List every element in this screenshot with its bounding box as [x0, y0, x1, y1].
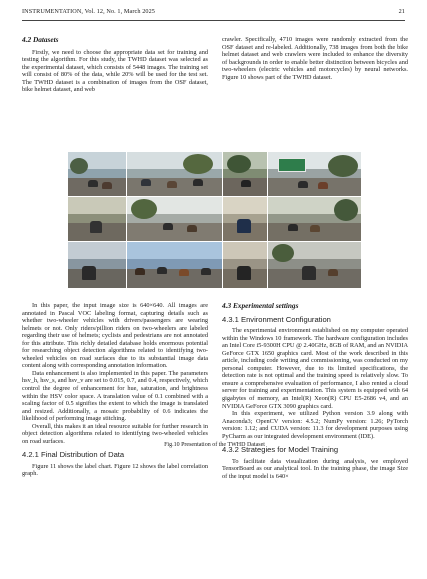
dataset-photo: [223, 152, 267, 196]
datasets-paragraph-continued: crawler. Specifically, 4710 images were randomly extracted from the OSF dataset and re-labeled. Additionally, 738 images from both the bike helmet dataset and web crawlers were included to enhance the diversity of backgrounds in order to enable better distinction between bicycles and two-wheelers (electric vehicles and motorcycles) by neural networks. Figure 10 shows part of the TWHD dataset.: [222, 36, 408, 81]
training-paragraph: To facilitate data visualization during analysis, we employed TensorBoard as our analytical tool. In the training phase, the image Size of the input model is 640×: [222, 457, 408, 480]
section-datasets-left: [22, 36, 208, 94]
distribution-paragraph: Figure 11 shows the label chart. Figure 12 shows the label correlation graph.: [22, 462, 208, 478]
road-sign: [278, 158, 306, 172]
right-column: [222, 302, 408, 480]
dataset-photo: [268, 197, 361, 241]
annotation-paragraph: In this paper, the input image size is 640×640. All images are annotated in Pascal VOC labeling format, capturing details such as whether two-wheeler vehicles with drivers/passengers are wearing helmets or not. Only riders/pillion riders on two-wheelers are labeled regarding their use of helmets; cyclists and pedestrians are not annotated for this attribute. This richly detailed database holds enormous potential for researching object detection algorithms related to identifying two-wheeled vehicles on road surfaces due to its substantial image data content along with corresponding annotation information.: [22, 302, 208, 370]
section-heading-experimental-settings: 4.3 Experimental settings: [222, 301, 299, 310]
dataset-photo: [68, 197, 126, 241]
figure-caption: Fig.10 Presentation of the TWHD Dataset: [164, 442, 265, 448]
journal-title: INSTRUMENTATION, Vol. 12, No. 1, March 2025: [22, 8, 155, 15]
software-paragraph: In this experiment, we utilized Python version 3.9 along with Anaconda3; OpenCV version: 4.5.2; NumPy version: 1.26; PyTorch version: 1.12; and CUDA version: 11.3 for development purposes using PyCharm as our integrated development environment (IDE).: [222, 410, 408, 440]
datasets-paragraph: Firstly, we need to choose the appropriate data set for training and testing the algorithm. For this study, the TWHD dataset was selected as the experimental dataset, which consists of 5448 images. The training set will consist of 80% of the data, while 20% will be used for the test set. The TWHD dataset is a combination of images from the OSF dataset, bike helmet dataset, and web: [22, 48, 208, 94]
summary-paragraph: Overall, this makes it an ideal resource suitable for further research in object detection algorithms related to identifying two-wheeled vehicles on road surfaces.: [22, 422, 208, 445]
left-column: [22, 302, 208, 478]
section-heading-environment: 4.3.1 Environment Configuration: [222, 314, 331, 324]
augmentation-paragraph: Data enhancement is also implemented in this paper. The parameters hsv_h, hsv_s, and hsv_v are set to 0.015, 0.7, and 0.4, respectively, which control the degree of enhancement for hue, saturation, and brightness within the HSV color space. A translation value of 0.1 combined with a scaling factor of 0.5 signifies the extent to which the image is translated and resized. Additionally, a mosaic probability of 0.6 indicates the likelihood of performing image stitching.: [22, 369, 208, 423]
section-heading-datasets: 4.2 Datasets: [22, 35, 59, 44]
section-heading-training: 4.3.2 Strategies for Model Training: [222, 445, 339, 455]
running-header: [22, 8, 405, 22]
dataset-photo: [127, 242, 222, 288]
dataset-photo: [223, 242, 267, 288]
dataset-photo: [68, 242, 126, 288]
section-heading-distribution: 4.2.1 Final Distribution of Data: [22, 450, 125, 460]
page-number: 21: [398, 8, 405, 15]
dataset-photo: [127, 197, 222, 241]
dataset-photo: [268, 242, 361, 288]
environment-paragraph: The experimental environment established on my computer operated within the Windows 10 framework. The hardware configuration includes an Intel Core i5-9300H CPU @ 2.40GHz, 8GB of RAM, and an NVIDIA GeForce GTX 1650 graphics card. Most of the work described in this article, including code writing and commissioning, was conducted on my personal computer. However, due to its limited specifications, the detection rate is not optimal and the training speed is relatively slow. To ensure a comprehensive evaluation of performance, I also rented a cloud server for training and experimentation. This system is equipped with 64 gigabytes of memory, an Intel(R) Xeon(R) CPU E5-2686 v4, and an NVIDIA GeForce GTX 3090 graphics card.: [222, 327, 408, 410]
dataset-photo: [127, 152, 222, 196]
dataset-photo: [68, 152, 126, 196]
header-rule: [22, 20, 405, 21]
dataset-photo: [223, 197, 267, 241]
dataset-photo: [268, 152, 361, 196]
section-datasets-right: [222, 36, 408, 81]
